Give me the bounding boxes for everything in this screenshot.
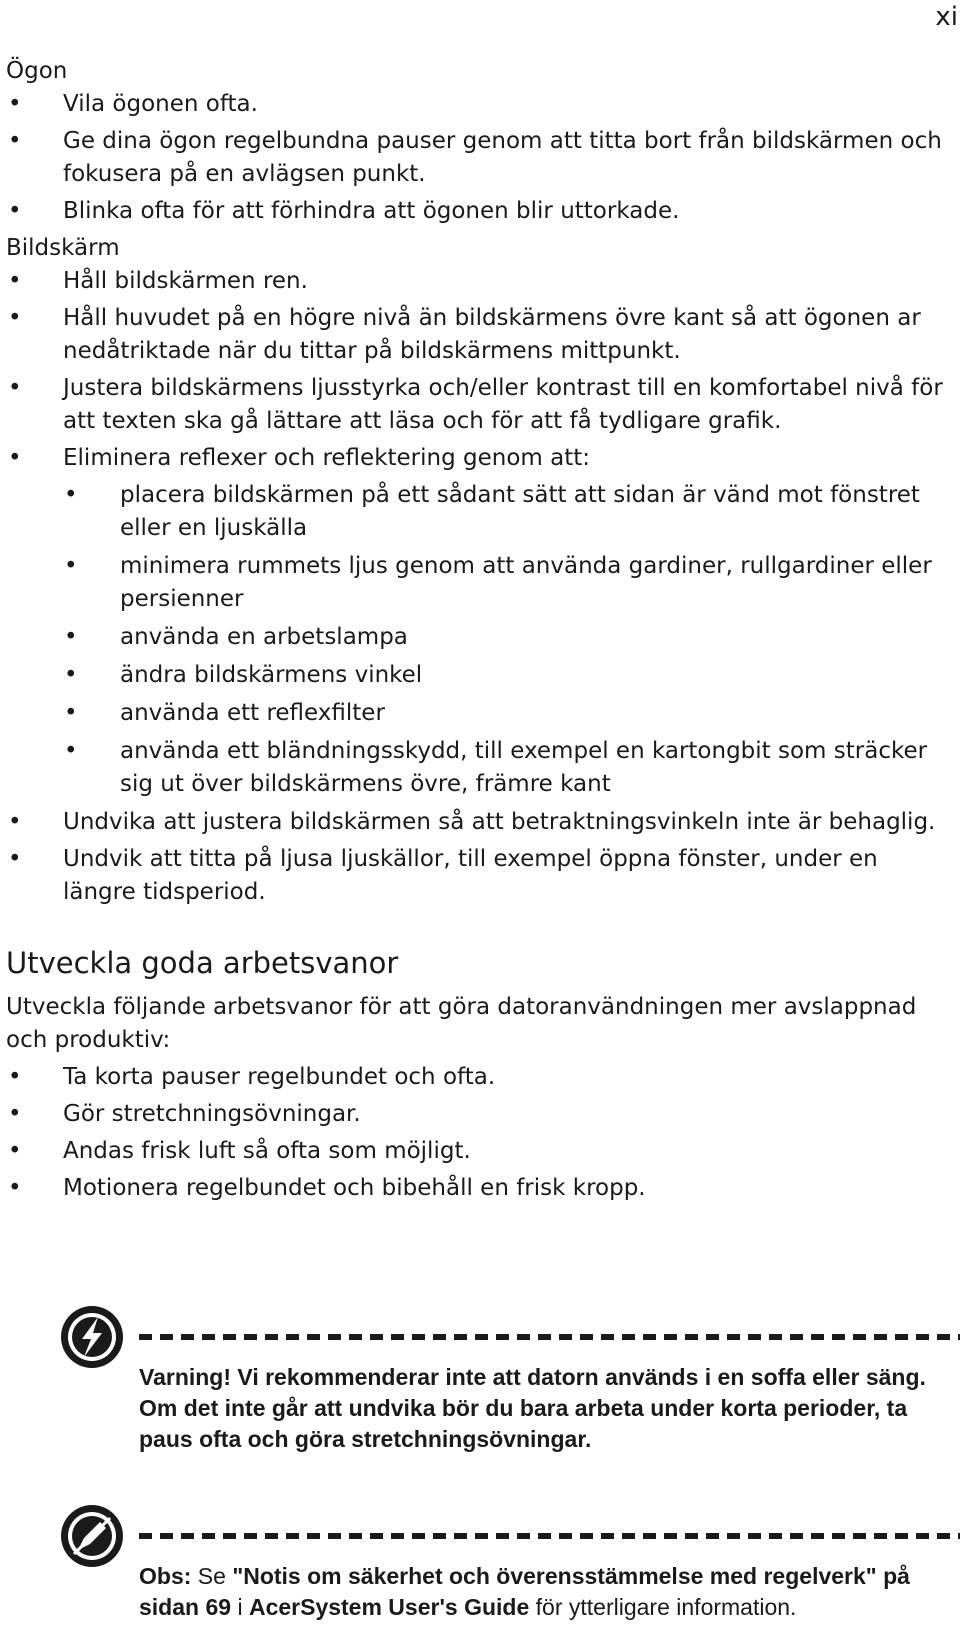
sublist-item: • ändra bildskärmens vinkel xyxy=(6,659,956,692)
note-pen-icon xyxy=(60,1504,124,1568)
sublist-item: • använda ett bländningsskydd, till exempel en kartongbit som sträcker sig ut över bildskärmens övre, främre kant xyxy=(6,735,956,801)
document-body xyxy=(6,55,956,1209)
page-number: xi xyxy=(935,2,958,32)
warning-box xyxy=(60,1305,960,1455)
list-item: • Blinka ofta för att förhindra att ögonen blir uttorkade. xyxy=(6,195,956,228)
list-item: • Ta korta pauser regelbundet och ofta. xyxy=(6,1061,956,1094)
intro-paragraph: Utveckla följande arbetsvanor för att göra datoranvändningen mer avslappnad och produktiv: xyxy=(6,994,917,1053)
section-heading: Utveckla goda arbetsvanor xyxy=(6,946,399,980)
warning-text: Varning! Vi rekommenderar inte att datorn används i en soffa eller säng. Om det inte går att undvika bör du bara arbeta under korta perioder, ta paus ofta och göra stretchningsövningar. xyxy=(139,1364,926,1452)
note-label: Obs: xyxy=(139,1563,192,1589)
list-item: • Vila ögonen ofta. xyxy=(6,88,956,121)
note-pre: Se xyxy=(197,1563,226,1589)
screen-list xyxy=(6,265,956,909)
list-item: • Motionera regelbundet och bibehåll en frisk kropp. xyxy=(6,1172,956,1205)
note-post: för ytterligare information. xyxy=(535,1594,797,1620)
note-reference-link[interactable]: "Notis om säkerhet och överensstämmelse med regelverk" på sidan 69 xyxy=(139,1563,910,1620)
note-mid: i xyxy=(237,1594,243,1620)
list-item: • Andas frisk luft så ofta som möjligt. xyxy=(6,1135,956,1168)
list-item: • Undvik att titta på ljusa ljuskällor, till exempel öppna fönster, under en längre tidsperiod. xyxy=(6,843,956,909)
eyes-list xyxy=(6,88,956,228)
screen-heading: Bildskärm xyxy=(6,235,120,261)
note-guide-title: AcerSystem User's Guide xyxy=(248,1594,530,1620)
list-item: • Håll huvudet på en högre nivå än bildskärmens övre kant så att ögonen ar nedåtriktade när du tittar på bildskärmens mittpunkt. xyxy=(6,302,956,368)
sublist-item: • minimera rummets ljus genom att använda gardiner, rullgardiner eller persienner xyxy=(6,550,956,616)
habits-list xyxy=(6,1061,956,1205)
sublist-item: • använda en arbetslampa xyxy=(6,621,956,654)
list-item: • Ge dina ögon regelbundna pauser genom att titta bort från bildskärmen och fokusera på en avlägsen punkt. xyxy=(6,125,956,191)
dashed-divider xyxy=(139,1533,960,1539)
note-text xyxy=(139,1561,930,1623)
list-item-reflex xyxy=(6,442,956,801)
reflex-label: Eliminera reflexer och reflektering genom att: xyxy=(63,445,591,471)
list-item: • Undvika att justera bildskärmen så att betraktningsvinkeln inte är behaglig. xyxy=(6,806,956,839)
sublist-item: • använda ett reflexfilter xyxy=(6,697,956,730)
list-item: • Håll bildskärmen ren. xyxy=(6,265,956,298)
sublist-item: • placera bildskärmen på ett sådant sätt att sidan är vänd mot fönstret eller en ljuskälla xyxy=(6,479,956,545)
warning-lightning-icon xyxy=(60,1305,124,1369)
list-item: • Justera bildskärmens ljusstyrka och/eller kontrast till en komfortabel nivå för att texten ska gå lättare att läsa och för att få tydligare grafik. xyxy=(6,372,956,438)
list-item: • Gör stretchningsövningar. xyxy=(6,1098,956,1131)
eyes-heading: Ögon xyxy=(6,58,68,84)
reflex-sublist xyxy=(6,479,956,801)
note-box xyxy=(60,1504,960,1631)
dashed-divider xyxy=(139,1334,960,1340)
